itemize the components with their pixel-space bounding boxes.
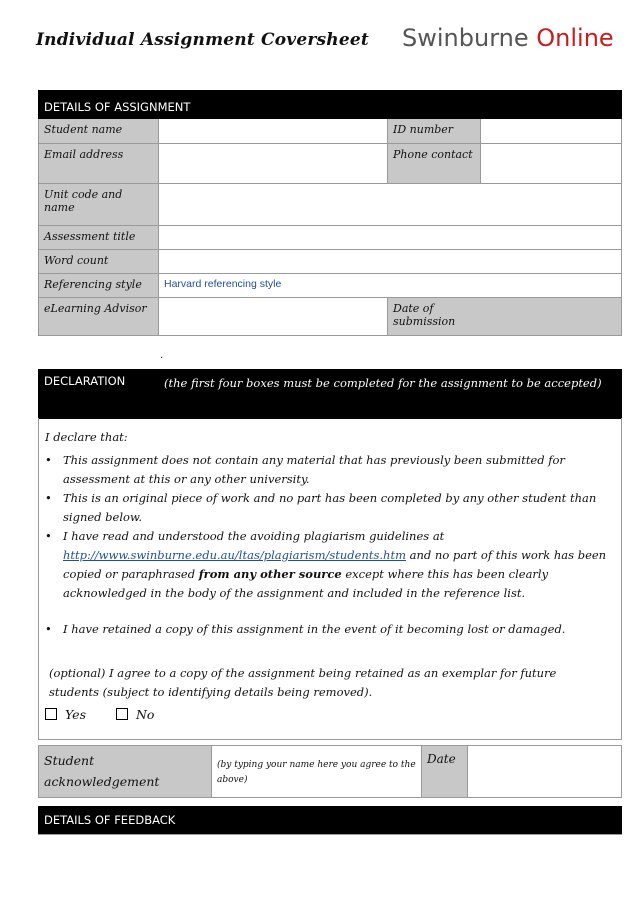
id-number-field[interactable] — [481, 119, 622, 144]
id-number-label: ID number — [388, 119, 481, 144]
bullet-icon: • — [45, 453, 52, 467]
bullet-icon: • — [45, 622, 52, 636]
declaration-bullet-2 — [45, 489, 615, 527]
details-heading-right — [481, 91, 622, 119]
bullet-1-text: This assignment does not contain any material that has previously been submitted for assessment at this or any other university. — [63, 453, 565, 486]
referencing-style-label: Referencing style — [39, 274, 159, 298]
bullet-3-bold: from any other source — [198, 567, 342, 581]
yes-checkbox[interactable] — [45, 708, 57, 720]
bullet-3-part-a: I have read and understood the avoiding plagiarism guidelines at — [63, 529, 445, 543]
feedback-table — [38, 806, 622, 835]
no-label: No — [135, 707, 155, 722]
declaration-bullet-3 — [45, 527, 615, 603]
details-table — [38, 90, 622, 336]
plagiarism-guidelines-link[interactable]: http://www.swinburne.edu.au/ltas/plagiarism/students.htm — [63, 548, 406, 562]
assessment-title-field[interactable] — [159, 226, 622, 250]
declaration-bullet-4 — [45, 620, 615, 639]
ack-date-label: Date — [422, 746, 468, 798]
declaration-note: (the first four boxes must be completed for the assignment to be accepted) — [159, 370, 622, 419]
assessment-title-label: Assessment title — [39, 226, 159, 250]
no-checkbox[interactable] — [116, 708, 128, 720]
declaration-table — [38, 369, 622, 419]
bullet-4-text: I have retained a copy of this assignment in the event of it becoming lost or damaged. — [63, 622, 566, 636]
page-title: Individual Assignment Coversheet — [36, 30, 369, 50]
logo-text-online: Online — [536, 24, 614, 52]
yes-label: Yes — [65, 707, 86, 722]
email-field[interactable] — [159, 144, 388, 184]
declaration-body — [38, 418, 622, 740]
feedback-heading: DETAILS OF FEEDBACK — [39, 807, 403, 834]
bullet-icon: • — [45, 529, 52, 543]
swinburne-online-logo — [402, 24, 614, 52]
word-count-field[interactable] — [159, 250, 622, 274]
declaration-bullet-1 — [45, 451, 615, 489]
date-submission-label — [388, 298, 622, 336]
feedback-heading-right — [403, 807, 622, 834]
word-count-label: Word count — [39, 250, 159, 274]
optional-consent: (optional) I agree to a copy of the assignment being retained as an exemplar for future students (subject to identifying details being removed). — [49, 666, 557, 699]
advisor-field[interactable] — [159, 298, 388, 336]
unit-code-label: Unit code and name — [39, 184, 159, 226]
student-name-field[interactable] — [159, 119, 388, 144]
acknowledgement-note[interactable]: (by typing your name here you agree to the above) — [212, 746, 422, 798]
email-label: Email address — [39, 144, 159, 184]
declaration-intro: I declare that: — [45, 430, 128, 444]
bullet-3-text — [63, 527, 615, 603]
bullet-2-text: This is an original piece of work and no part has been completed by any other student than signed below. — [63, 491, 597, 524]
details-heading: DETAILS OF ASSIGNMENT — [39, 91, 481, 119]
student-acknowledgement-label: Student acknowledgement — [39, 746, 212, 798]
phone-field[interactable] — [481, 144, 622, 184]
advisor-label: eLearning Advisor — [39, 298, 159, 336]
feedback-bottom-rule — [38, 834, 622, 835]
bullet-icon: • — [45, 491, 52, 505]
separator-dot: . — [160, 350, 164, 361]
consent-options — [45, 705, 615, 724]
student-name-label: Student name — [39, 119, 159, 144]
date-submission-text: Date of submission — [393, 302, 456, 328]
declaration-heading: DECLARATION — [39, 370, 159, 419]
logo-text-swinburne: Swinburne — [402, 24, 537, 52]
acknowledgement-table — [38, 745, 622, 798]
bullet-3-part-c: except where this has been clearly acknowledged in the body of the assignment and included in the reference list. — [63, 567, 549, 600]
ack-date-field[interactable] — [468, 746, 622, 798]
bullet-3-part-b: and no part of this work has been copied or paraphrased — [63, 548, 607, 581]
unit-code-field[interactable] — [159, 184, 622, 226]
phone-label: Phone contact — [388, 144, 481, 184]
referencing-style-link[interactable]: Harvard referencing style — [159, 274, 622, 298]
